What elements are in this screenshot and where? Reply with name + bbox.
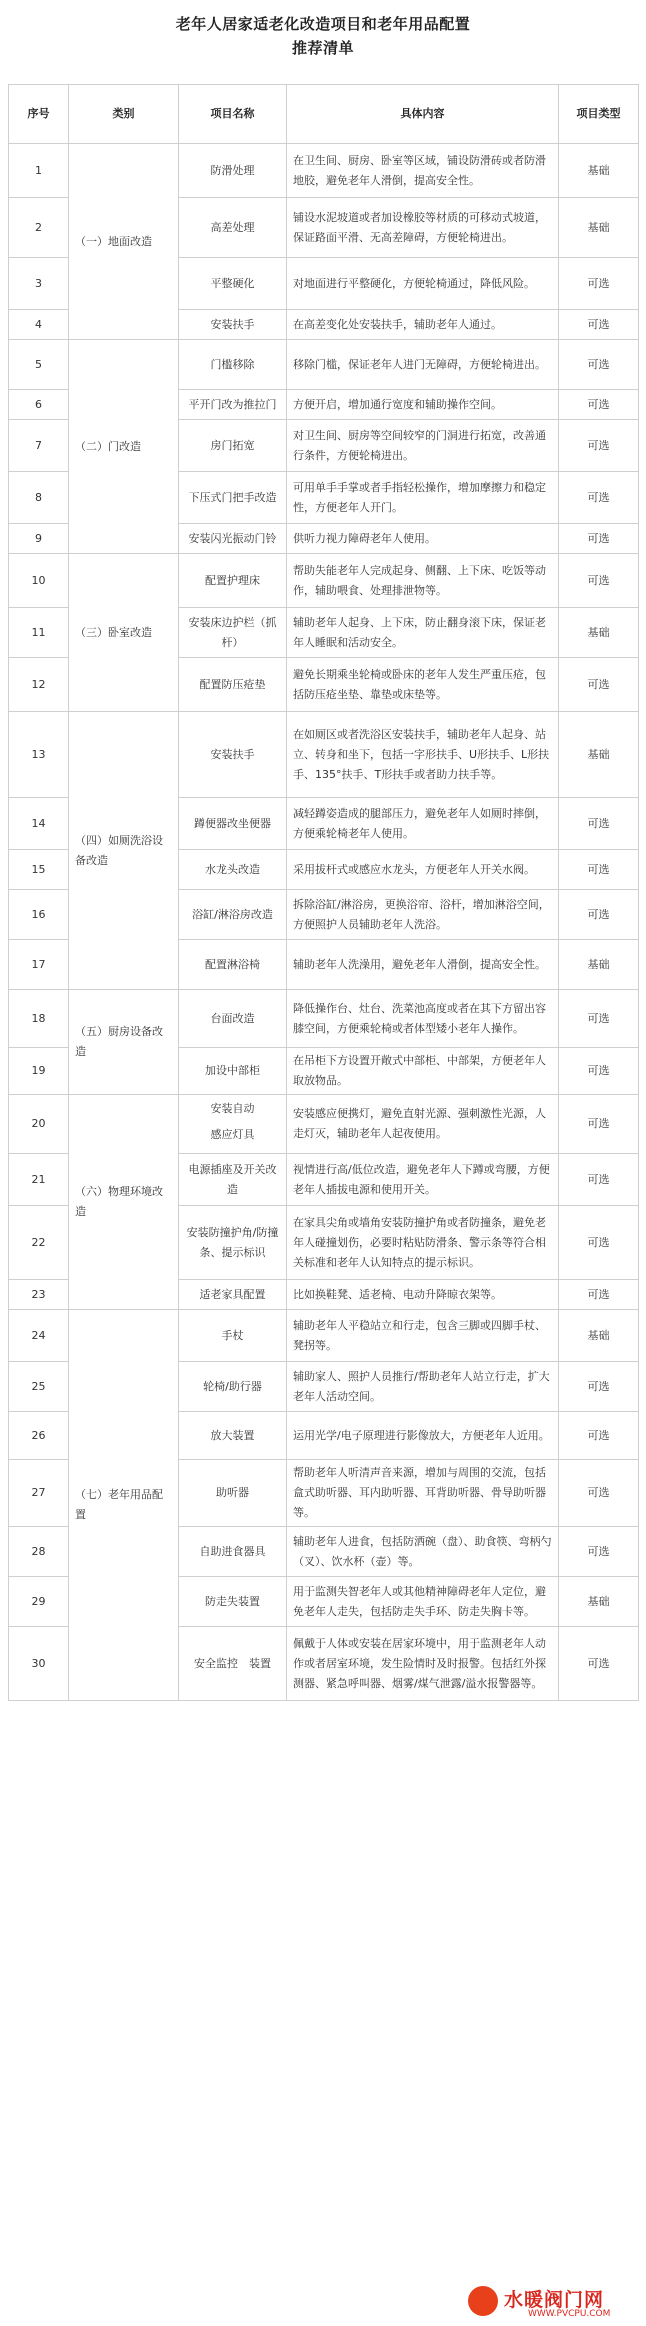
cell-item-name: 手杖 — [179, 1310, 287, 1362]
watermark-url: WWW.PVCPU.COM — [528, 2309, 611, 2319]
cell-item-name: 水龙头改造 — [179, 850, 287, 890]
cell-no: 13 — [9, 712, 69, 798]
cell-content: 减轻蹲姿造成的腿部压力，避免老年人如厕时摔倒，方便乘轮椅老年人使用。 — [287, 798, 559, 850]
cell-item-type: 可选 — [559, 850, 639, 890]
cell-item-name: 浴缸/淋浴房改造 — [179, 890, 287, 940]
item-name-line: 感应灯具 — [210, 1128, 255, 1141]
cell-item-type: 可选 — [559, 1527, 639, 1577]
cell-item-name: 防走失装置 — [179, 1577, 287, 1627]
cell-content: 对地面进行平整硬化，方便轮椅通过，降低风险。 — [287, 258, 559, 310]
site-watermark — [468, 2284, 642, 2324]
table-row — [9, 340, 639, 390]
cell-no: 3 — [9, 258, 69, 310]
cell-no: 20 — [9, 1095, 69, 1154]
cell-no: 21 — [9, 1154, 69, 1206]
cell-no: 14 — [9, 798, 69, 850]
header-no: 序号 — [9, 85, 69, 144]
table-row — [9, 1095, 639, 1154]
cell-content: 方便开启，增加通行宽度和辅助操作空间。 — [287, 390, 559, 420]
cell-item-name: 配置淋浴椅 — [179, 940, 287, 990]
cell-no: 4 — [9, 310, 69, 340]
item-name-line: 安装自动 — [210, 1102, 255, 1115]
cell-content: 移除门槛，保证老年人进门无障碍，方便轮椅进出。 — [287, 340, 559, 390]
cell-item-name: 加设中部柜 — [179, 1048, 287, 1095]
header-category: 类别 — [69, 85, 179, 144]
cell-item-type: 可选 — [559, 1280, 639, 1310]
cell-item-name: 配置防压疮垫 — [179, 658, 287, 712]
cell-no: 6 — [9, 390, 69, 420]
table-row — [9, 554, 639, 608]
cell-content: 拆除浴缸/淋浴房，更换浴帘、浴杆，增加淋浴空间，方便照护人员辅助老年人洗浴。 — [287, 890, 559, 940]
cell-content: 运用光学/电子原理进行影像放大，方便老年人近用。 — [287, 1412, 559, 1460]
document-title — [0, 12, 646, 60]
cell-item-name: 房门拓宽 — [179, 420, 287, 472]
cell-item-name: 平整硬化 — [179, 258, 287, 310]
recommendation-table — [8, 84, 639, 1701]
cell-item-name: 安装闪光振动门铃 — [179, 524, 287, 554]
cell-item-name: 蹲便器改坐便器 — [179, 798, 287, 850]
cell-item-name: 适老家具配置 — [179, 1280, 287, 1310]
cell-item-type: 可选 — [559, 310, 639, 340]
cell-category: （七）老年用品配置 — [69, 1310, 179, 1701]
cell-item-type: 可选 — [559, 472, 639, 524]
cell-no: 2 — [9, 198, 69, 258]
cell-item-type: 基础 — [559, 940, 639, 990]
cell-no: 1 — [9, 144, 69, 198]
cell-item-type: 可选 — [559, 990, 639, 1048]
cell-no: 23 — [9, 1280, 69, 1310]
cell-category: （五）厨房设备改造 — [69, 990, 179, 1095]
cell-no: 7 — [9, 420, 69, 472]
cell-item-name: 下压式门把手改造 — [179, 472, 287, 524]
cell-item-type: 可选 — [559, 1627, 639, 1701]
cell-item-type: 可选 — [559, 1460, 639, 1527]
cell-item-type: 基础 — [559, 198, 639, 258]
cell-category: （六）物理环境改造 — [69, 1095, 179, 1310]
cell-no: 22 — [9, 1206, 69, 1280]
cell-item-name: 电源插座及开关改造 — [179, 1154, 287, 1206]
cell-no: 26 — [9, 1412, 69, 1460]
cell-no: 28 — [9, 1527, 69, 1577]
cell-no: 10 — [9, 554, 69, 608]
cell-content: 用于监测失智老年人或其他精神障碍老年人定位，避免老年人走失，包括防走失手环、防走失胸卡等。 — [287, 1577, 559, 1627]
cell-item-name: 自助进食器具 — [179, 1527, 287, 1577]
cell-item-name: 安全监控 装置 — [179, 1627, 287, 1701]
cell-item-name: 平开门改为推拉门 — [179, 390, 287, 420]
cell-content: 在如厕区或者洗浴区安装扶手，辅助老年人起身、站立、转身和坐下，包括一字形扶手、U形扶手、L形扶手、135°扶手、T形扶手或者助力扶手等。 — [287, 712, 559, 798]
cell-content: 在吊柜下方设置开敞式中部柜、中部架，方便老年人取放物品。 — [287, 1048, 559, 1095]
cell-item-type: 基础 — [559, 608, 639, 658]
cell-no: 27 — [9, 1460, 69, 1527]
cell-item-name: 台面改造 — [179, 990, 287, 1048]
cell-no: 5 — [9, 340, 69, 390]
cell-item-type: 基础 — [559, 144, 639, 198]
cell-no: 12 — [9, 658, 69, 712]
cell-item-type: 可选 — [559, 554, 639, 608]
cell-category: （四）如厕洗浴设备改造 — [69, 712, 179, 990]
cell-no: 19 — [9, 1048, 69, 1095]
cell-item-type: 可选 — [559, 340, 639, 390]
watermark-brand: 水暖阀门网 — [504, 2289, 605, 2311]
cell-item-name: 安装扶手 — [179, 310, 287, 340]
cell-content: 采用拔杆式或感应水龙头，方便老年人开关水阀。 — [287, 850, 559, 890]
cell-content: 在高差变化处安装扶手，辅助老年人通过。 — [287, 310, 559, 340]
table-row — [9, 1310, 639, 1362]
cell-content: 辅助老年人进食，包括防洒碗（盘）、助食筷、弯柄勺（叉）、饮水杯（壶）等。 — [287, 1527, 559, 1577]
cell-content: 可用单手手掌或者手指轻松操作，增加摩擦力和稳定性，方便老年人开门。 — [287, 472, 559, 524]
cell-item-type: 可选 — [559, 798, 639, 850]
cell-no: 25 — [9, 1362, 69, 1412]
cell-item-type: 可选 — [559, 658, 639, 712]
cell-item-type: 可选 — [559, 1412, 639, 1460]
cell-content: 帮助失能老年人完成起身、侧翻、上下床、吃饭等动作，辅助喂食、处理排泄物等。 — [287, 554, 559, 608]
cell-content: 避免长期乘坐轮椅或卧床的老年人发生严重压疮，包括防压疮坐垫、靠垫或床垫等。 — [287, 658, 559, 712]
cell-content: 安装感应便携灯，避免直射光源、强刺激性光源，人走灯灭，辅助老年人起夜使用。 — [287, 1095, 559, 1154]
cell-content: 在家具尖角或墙角安装防撞护角或者防撞条，避免老年人碰撞划伤，必要时粘贴防滑条、警示条等符合相关标准和老年人认知特点的提示标识。 — [287, 1206, 559, 1280]
cell-no: 18 — [9, 990, 69, 1048]
cell-content: 在卫生间、厨房、卧室等区域，铺设防滑砖或者防滑地胶，避免老年人滑倒，提高安全性。 — [287, 144, 559, 198]
cell-no: 16 — [9, 890, 69, 940]
cell-item-type: 可选 — [559, 1095, 639, 1154]
table-header-row — [9, 85, 639, 144]
cell-item-name: 安装防撞护角/防撞条、提示标识 — [179, 1206, 287, 1280]
cell-no: 8 — [9, 472, 69, 524]
cell-content: 辅助老年人洗澡用，避免老年人滑倒，提高安全性。 — [287, 940, 559, 990]
cell-no: 17 — [9, 940, 69, 990]
cell-content: 帮助老年人听清声音来源，增加与周围的交流，包括盒式助听器、耳内助听器、耳背助听器、骨导助听器等。 — [287, 1460, 559, 1527]
title-line-2: 推荐清单 — [291, 39, 354, 57]
cell-category: （二）门改造 — [69, 340, 179, 554]
cell-item-name: 门槛移除 — [179, 340, 287, 390]
cell-no: 15 — [9, 850, 69, 890]
cell-no: 11 — [9, 608, 69, 658]
cell-content: 铺设水泥坡道或者加设橡胶等材质的可移动式坡道，保证路面平滑、无高差障碍，方便轮椅进出。 — [287, 198, 559, 258]
cell-content: 供听力视力障碍老年人使用。 — [287, 524, 559, 554]
header-content: 具体内容 — [287, 85, 559, 144]
cell-item-type: 可选 — [559, 420, 639, 472]
cell-item-type: 可选 — [559, 258, 639, 310]
cell-item-type: 可选 — [559, 390, 639, 420]
cell-content: 降低操作台、灶台、洗菜池高度或者在其下方留出容膝空间，方便乘轮椅或者体型矮小老年人操作。 — [287, 990, 559, 1048]
table-row — [9, 990, 639, 1048]
watermark-logo-icon — [468, 2286, 498, 2316]
cell-no: 29 — [9, 1577, 69, 1627]
cell-content: 视情进行高/低位改造，避免老年人下蹲或弯腰，方便老年人插拔电源和使用开关。 — [287, 1154, 559, 1206]
cell-content: 辅助老年人起身、上下床，防止翻身滚下床，保证老年人睡眠和活动安全。 — [287, 608, 559, 658]
cell-item-name: 轮椅/助行器 — [179, 1362, 287, 1412]
header-item-name: 项目名称 — [179, 85, 287, 144]
cell-item-type: 可选 — [559, 1362, 639, 1412]
cell-category: （三）卧室改造 — [69, 554, 179, 712]
table-row — [9, 144, 639, 198]
cell-content: 辅助家人、照护人员推行/帮助老年人站立行走，扩大老年人活动空间。 — [287, 1362, 559, 1412]
table-row — [9, 712, 639, 798]
header-item-type: 项目类型 — [559, 85, 639, 144]
cell-item-type: 可选 — [559, 890, 639, 940]
cell-no: 9 — [9, 524, 69, 554]
cell-item-type: 基础 — [559, 712, 639, 798]
cell-item-name: 安装床边护栏（抓杆） — [179, 608, 287, 658]
cell-item-name: 配置护理床 — [179, 554, 287, 608]
cell-item-type: 可选 — [559, 1206, 639, 1280]
cell-item-name: 放大装置 — [179, 1412, 287, 1460]
cell-category: （一）地面改造 — [69, 144, 179, 340]
cell-item-type: 可选 — [559, 1154, 639, 1206]
cell-item-type: 基础 — [559, 1310, 639, 1362]
cell-no: 30 — [9, 1627, 69, 1701]
cell-item-name: 防滑处理 — [179, 144, 287, 198]
title-line-1: 老年人居家适老化改造项目和老年用品配置 — [175, 15, 471, 33]
cell-item-name: 安装扶手 — [179, 712, 287, 798]
cell-item-name: 助听器 — [179, 1460, 287, 1527]
cell-content: 辅助老年人平稳站立和行走，包含三脚或四脚手杖、凳拐等。 — [287, 1310, 559, 1362]
cell-content: 对卫生间、厨房等空间较窄的门洞进行拓宽，改善通行条件，方便轮椅进出。 — [287, 420, 559, 472]
cell-item-type: 基础 — [559, 1577, 639, 1627]
cell-item-type: 可选 — [559, 1048, 639, 1095]
cell-item-name: 高差处理 — [179, 198, 287, 258]
cell-item-name — [179, 1095, 287, 1154]
cell-no: 24 — [9, 1310, 69, 1362]
cell-content: 比如换鞋凳、适老椅、电动升降晾衣架等。 — [287, 1280, 559, 1310]
cell-content: 佩戴于人体或安装在居家环境中，用于监测老年人动作或者居室环境，发生险情时及时报警。包括红外探测器、紧急呼叫器、烟雾/煤气泄露/溢水报警器等。 — [287, 1627, 559, 1701]
cell-item-type: 可选 — [559, 524, 639, 554]
